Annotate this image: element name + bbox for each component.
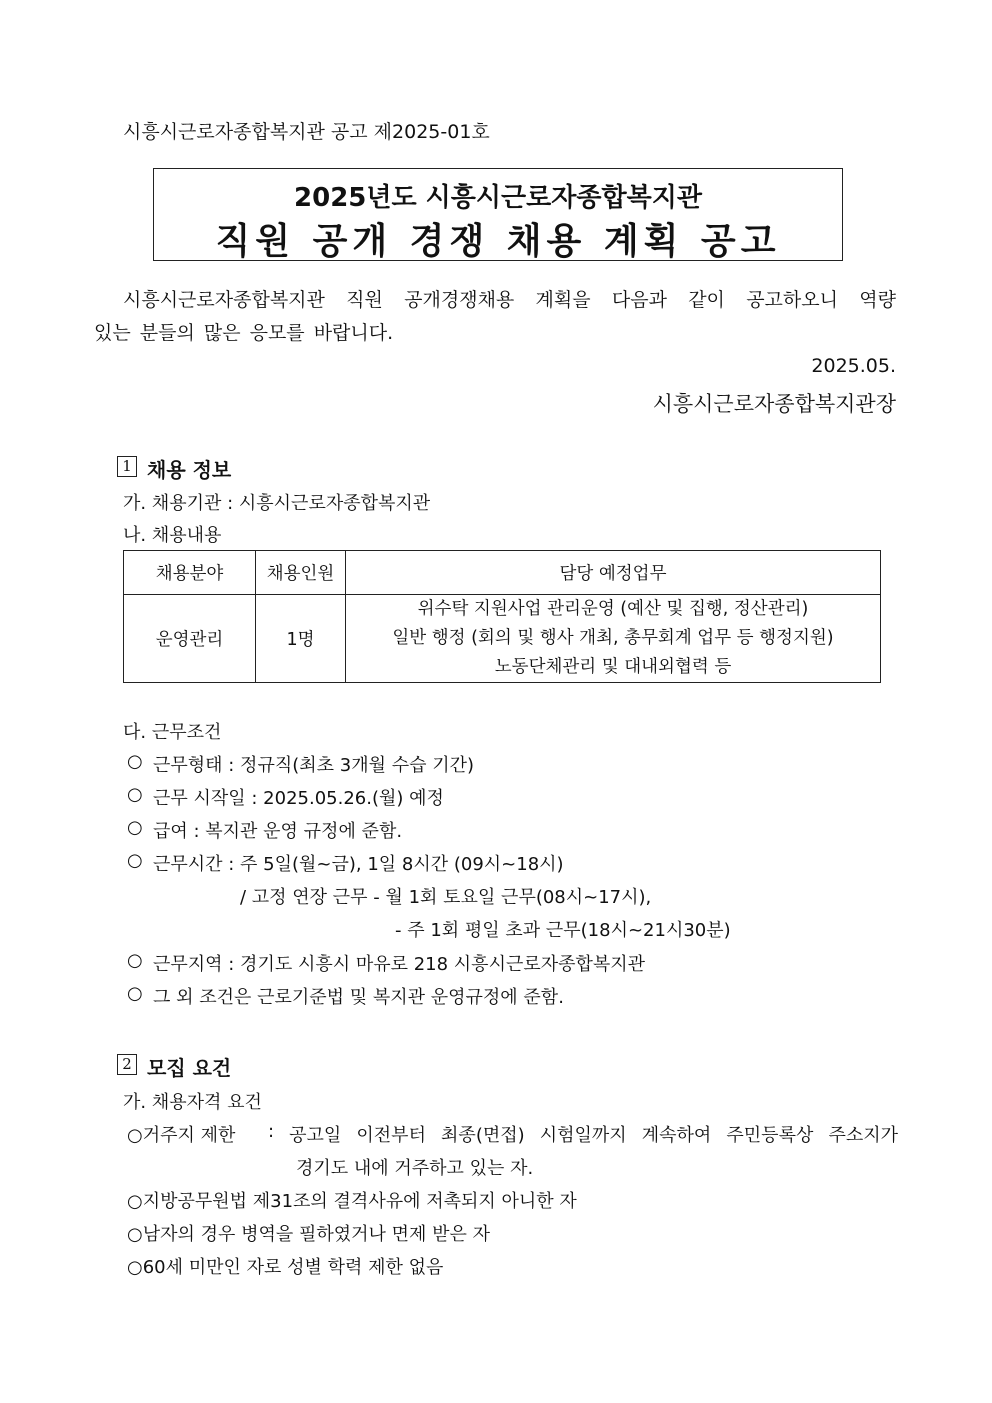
qualification-label: 가. 채용자격 요건 — [123, 1092, 262, 1113]
residence-word: 주민등록상 — [726, 1125, 814, 1146]
title-box — [153, 168, 843, 261]
recruitment-table — [123, 550, 881, 683]
section1-title: 채용 정보 — [147, 458, 232, 482]
condition-item: 급여 : 복지관 운영 규정에 준함. — [153, 821, 403, 842]
intro-word: 시흥시근로자종합복지관 — [123, 289, 325, 311]
intro-word: 직원 — [346, 289, 383, 311]
condition-item: 근무시간 : 주 5일(월~금), 1일 8시간 (09시~18시) — [153, 854, 564, 875]
intro-word: 공개경쟁채용 — [404, 289, 515, 311]
announcement-date: 2025.05. — [811, 355, 896, 377]
intro-word: 같이 — [688, 289, 725, 311]
condition-item: 근무지역 : 경기도 시흥시 마유로 218 시흥시근로자종합복지관 — [153, 954, 646, 975]
table-header: 채용분야 — [124, 551, 256, 595]
residence-word: 공고일 — [289, 1125, 342, 1146]
issuer: 시흥시근로자종합복지관장 — [652, 392, 896, 416]
residence-word: : — [268, 1121, 275, 1142]
table-header: 담당 예정업무 — [346, 551, 881, 595]
title-line1: 2025년도 시흥시근로자종합복지관 — [294, 183, 702, 213]
residence-line2: 경기도 내에 거주하고 있는 자. — [296, 1158, 534, 1179]
intro-word: 역량 — [859, 289, 896, 311]
duty-line: 위수탁 지원사업 관리운영 (예산 및 집행, 정산관리) — [417, 599, 809, 619]
residence-word: 주소지가 — [828, 1125, 898, 1146]
bullet-mark: ○ — [127, 850, 143, 871]
requirement-item: ○남자의 경우 병역을 필하였거나 면제 받은 자 — [127, 1224, 491, 1245]
notice-number: 시흥시근로자종합복지관 공고 제2025-01호 — [123, 121, 490, 143]
duty-line: 노동단체관리 및 대내외협력 등 — [494, 657, 732, 677]
bullet-mark: ○ — [127, 751, 143, 772]
recruit-content-label: 나. 채용내용 — [123, 525, 222, 546]
residence-word: 시험일까지 — [539, 1125, 627, 1146]
requirement-item: ○60세 미만인 자로 성별 학력 제한 없음 — [127, 1257, 444, 1278]
bullet-mark: ○ — [127, 784, 143, 805]
condition-item: 그 외 조건은 근로기준법 및 복지관 운영규정에 준함. — [153, 987, 564, 1008]
section2-title: 모집 요건 — [147, 1056, 232, 1080]
table-cell-duties — [346, 595, 881, 683]
table-header-row — [124, 551, 881, 595]
section2-number: 2 — [117, 1054, 137, 1075]
title-line2: 직원 공개 경쟁 채용 계획 공고 — [215, 221, 781, 262]
residence-word: 계속하여 — [641, 1125, 712, 1146]
condition-item: 근무형태 : 정규직(최초 3개월 수습 기간) — [153, 755, 474, 776]
intro-word: 공고하오니 — [746, 289, 838, 311]
residence-label: ○거주지 제한 — [127, 1125, 236, 1146]
intro-line2: 있는 분들의 많은 응모를 바랍니다. — [94, 322, 394, 344]
intro-line1 — [123, 285, 896, 312]
table-cell-field: 운영관리 — [124, 595, 256, 683]
table-row — [124, 595, 881, 683]
intro-word: 다음과 — [611, 289, 667, 311]
overtime-line: - 주 1회 평일 초과 근무(18시~21시30분) — [395, 920, 731, 941]
employer-line: 가. 채용기관 : 시흥시근로자종합복지관 — [123, 493, 431, 514]
residence-word: 최종(면접) — [441, 1125, 525, 1146]
bullet-mark: ○ — [127, 950, 143, 971]
intro-word: 계획을 — [535, 289, 591, 311]
table-header: 채용인원 — [256, 551, 346, 595]
work-conditions-label: 다. 근무조건 — [123, 722, 222, 743]
overtime-line: / 고정 연장 근무 - 월 1회 토요일 근무(08시~17시), — [240, 887, 652, 908]
table-cell-count: 1명 — [256, 595, 346, 683]
residence-word: 이전부터 — [356, 1125, 426, 1146]
residence-line1 — [268, 1121, 898, 1147]
bullet-mark: ○ — [127, 983, 143, 1004]
section1-number: 1 — [117, 456, 137, 477]
condition-item: 근무 시작일 : 2025.05.26.(월) 예정 — [153, 788, 444, 809]
bullet-mark: ○ — [127, 817, 143, 838]
requirement-item: ○지방공무원법 제31조의 결격사유에 저촉되지 아니한 자 — [127, 1191, 577, 1212]
duty-line: 일반 행정 (회의 및 행사 개최, 총무회계 업무 등 행정지원) — [392, 628, 834, 648]
